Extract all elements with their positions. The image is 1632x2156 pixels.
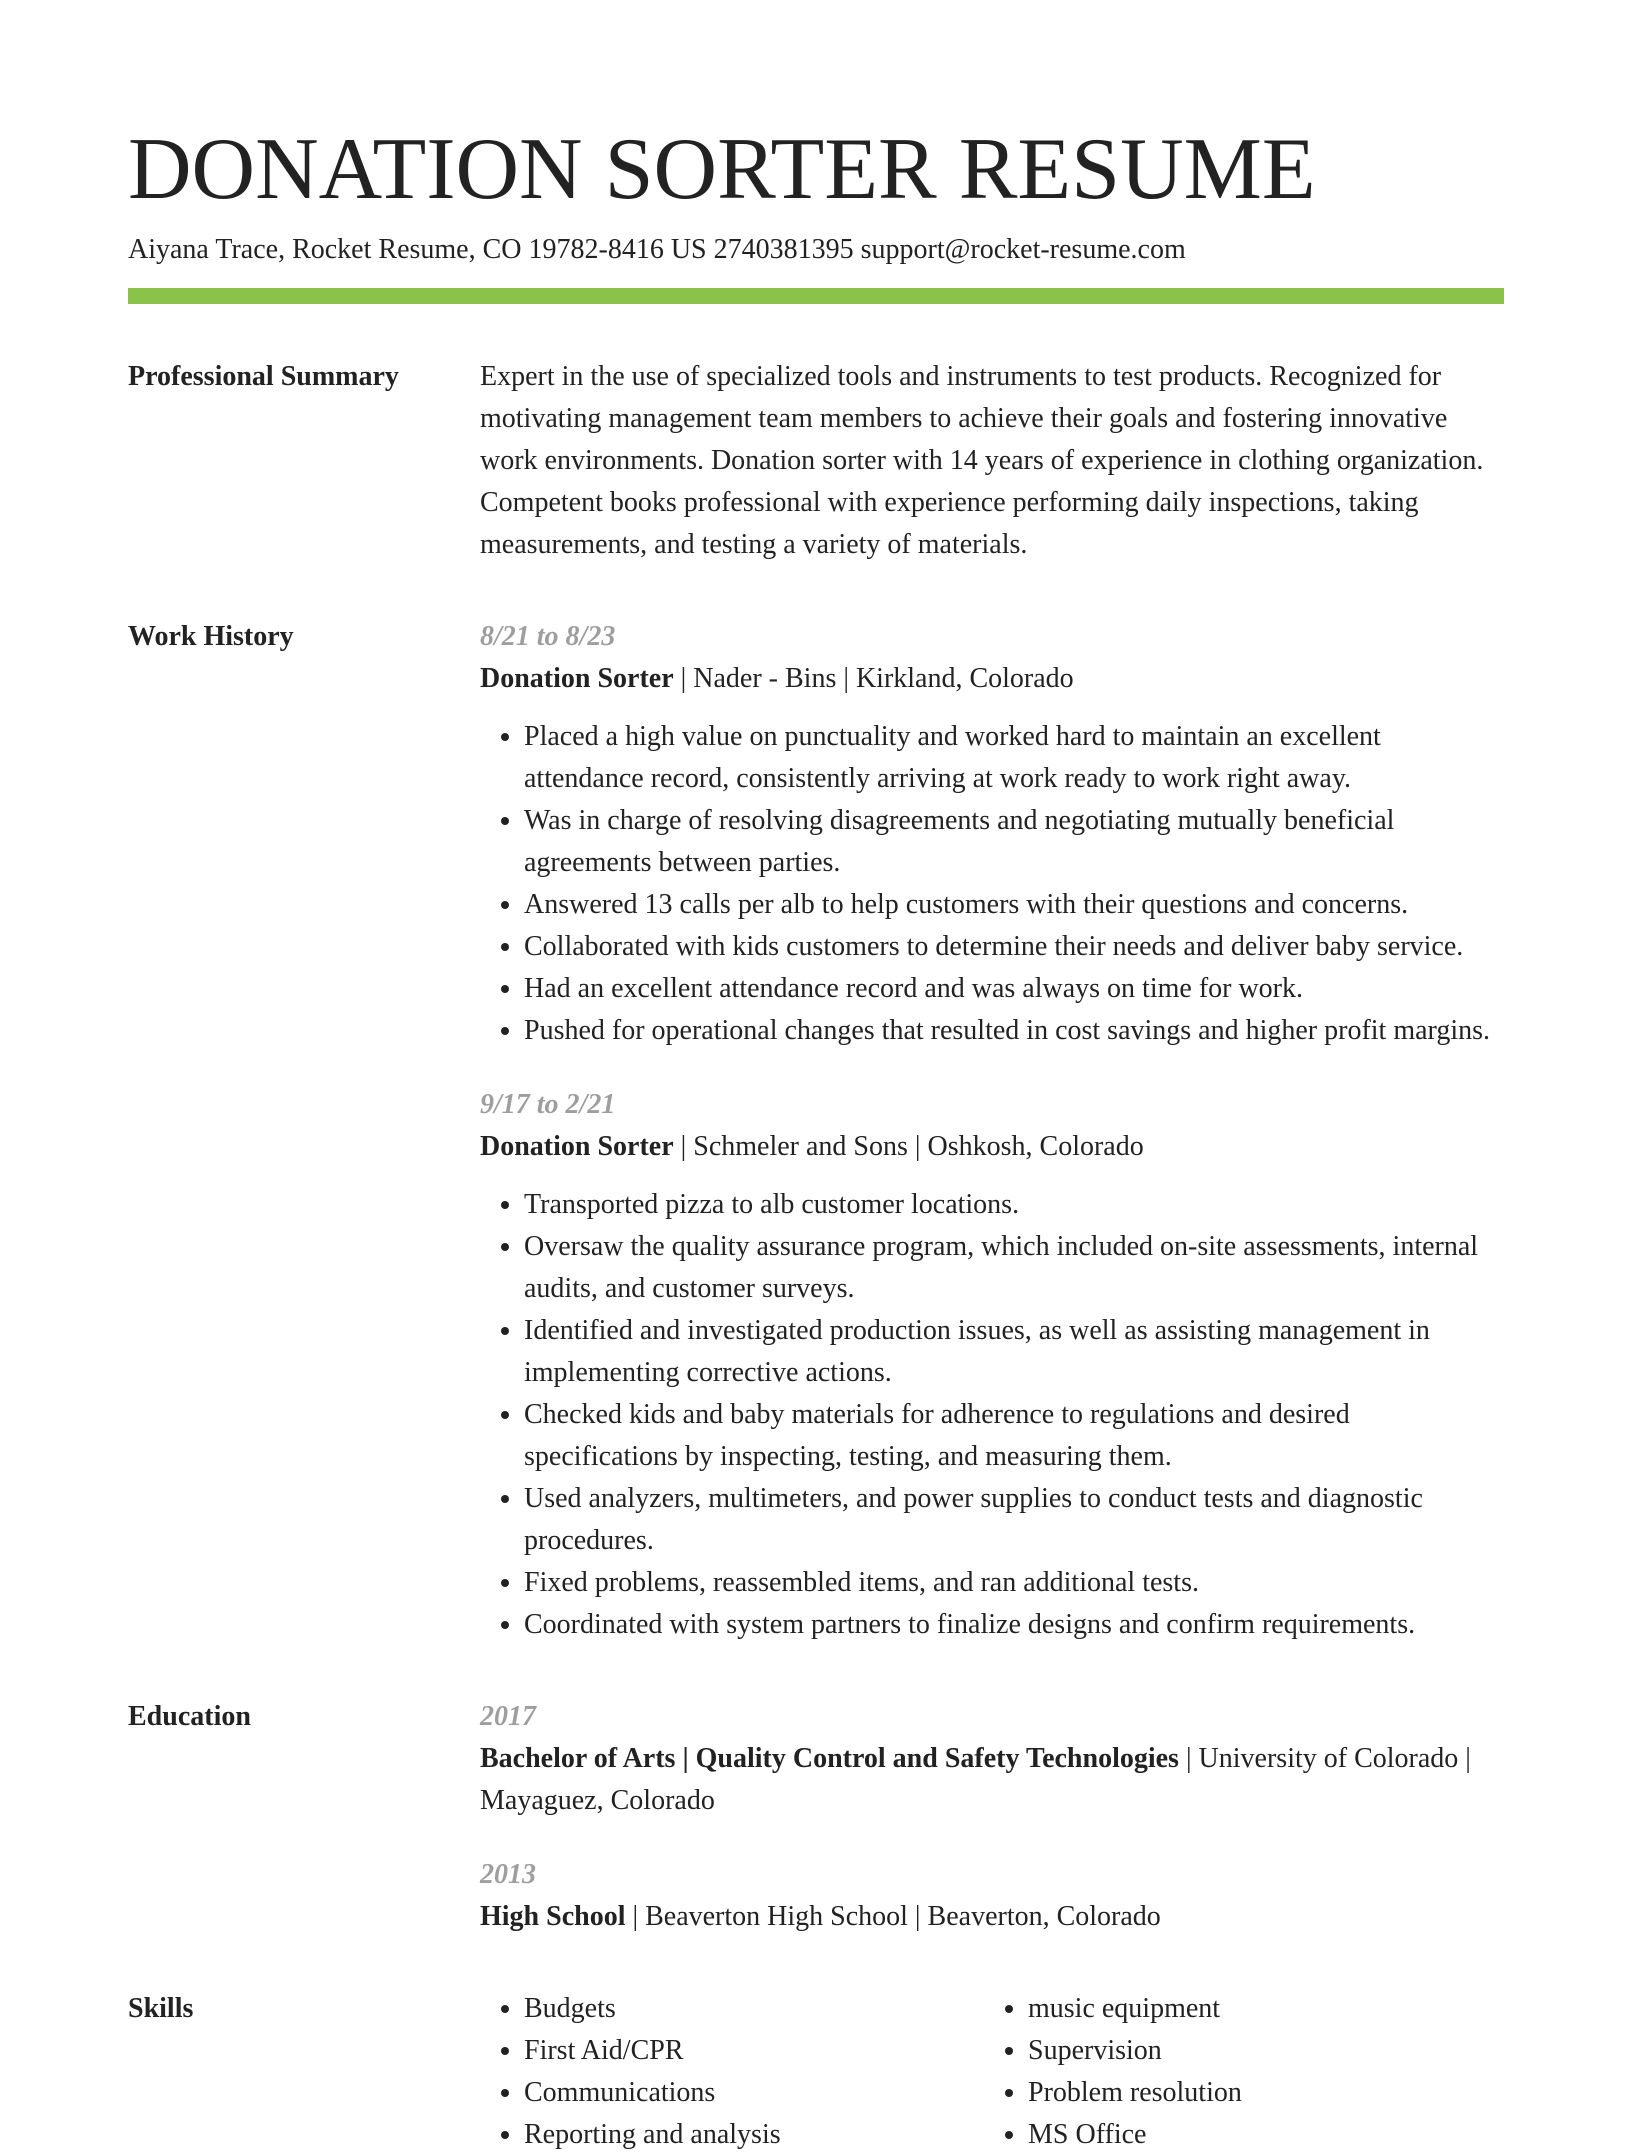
accent-divider bbox=[128, 288, 1504, 304]
skill-item: • Budgets bbox=[524, 1988, 984, 2030]
resume-title: DONATION SORTER RESUME bbox=[128, 121, 1316, 218]
job-details: | Schmeler and Sons | Oshkosh, Colorado bbox=[673, 1131, 1144, 1162]
education-degree: High School bbox=[480, 1901, 626, 1932]
work-history-section bbox=[128, 616, 1504, 1646]
education-section bbox=[128, 1696, 1504, 1938]
education-label: Education bbox=[128, 1701, 251, 1732]
job-dates: 9/17 to 2/21 bbox=[480, 1089, 616, 1120]
list-item: • Collaborated with kids customers to determine their needs and deliver baby service. bbox=[524, 926, 1504, 968]
job-entry bbox=[480, 1084, 1504, 1646]
job-bullets bbox=[480, 1184, 1504, 1646]
list-item: • Was in charge of resolving disagreements and negotiating mutually beneficial agreements between parties. bbox=[524, 800, 1504, 884]
list-item: • Pushed for operational changes that resulted in cost savings and higher profit margins. bbox=[524, 1010, 1504, 1052]
list-item: • Checked kids and baby materials for adherence to regulations and desired specifications by inspecting, testing, and measuring them. bbox=[524, 1394, 1504, 1478]
education-entry bbox=[480, 1854, 1504, 1938]
job-role bbox=[480, 1126, 1504, 1168]
job-title: Donation Sorter bbox=[480, 1131, 674, 1162]
education-entry bbox=[480, 1696, 1504, 1822]
job-dates: 8/21 to 8/23 bbox=[480, 621, 616, 652]
skill-item: • Supervision bbox=[1028, 2030, 1488, 2072]
job-entry bbox=[480, 616, 1504, 1052]
list-item: • Fixed problems, reassembled items, and ran additional tests. bbox=[524, 1562, 1504, 1604]
education-year: 2017 bbox=[480, 1701, 536, 1732]
list-item: • Placed a high value on punctuality and worked hard to maintain an excellent attendance record, consistently arriving at work ready to work right away. bbox=[524, 716, 1504, 800]
skill-item: • First Aid/CPR bbox=[524, 2030, 984, 2072]
job-bullets bbox=[480, 716, 1504, 1052]
job-role bbox=[480, 658, 1504, 700]
education-degree: Bachelor of Arts | Quality Control and Safety Technologies bbox=[480, 1743, 1179, 1774]
skill-item: • Reporting and analysis bbox=[524, 2114, 984, 2156]
skills-grid bbox=[480, 1988, 1504, 2156]
skill-item: • Communications bbox=[524, 2072, 984, 2114]
list-item: • Used analyzers, multimeters, and power supplies to conduct tests and diagnostic procedures. bbox=[524, 1478, 1504, 1562]
skill-item: • Problem resolution bbox=[1028, 2072, 1488, 2114]
list-item: • Answered 13 calls per alb to help customers with their questions and concerns. bbox=[524, 884, 1504, 926]
summary-section bbox=[128, 356, 1504, 566]
resume-page bbox=[128, 120, 1504, 2156]
work-history-label: Work History bbox=[128, 621, 294, 652]
list-item: • Transported pizza to alb customer locations. bbox=[524, 1184, 1504, 1226]
contact-line: Aiyana Trace, Rocket Resume, CO 19782-8416 US 2740381395 support@rocket-resume.com bbox=[128, 234, 1186, 265]
summary-text: Expert in the use of specialized tools and instruments to test products. Recognized for motivating management team members to achieve their goals and fostering innovative work environments. Donation sorter with 14 years of experience in clothing organization. Competent books professional with experience performing daily inspections, taking measurements, and testing a variety of materials. bbox=[480, 361, 1484, 560]
education-details: | University of Colorado | Mayaguez, Colorado bbox=[480, 1743, 1471, 1816]
skills-column-right bbox=[984, 1988, 1488, 2156]
summary-label: Professional Summary bbox=[128, 361, 399, 392]
list-item: • Oversaw the quality assurance program, which included on-site assessments, internal audits, and customer surveys. bbox=[524, 1226, 1504, 1310]
list-item: • Identified and investigated production issues, as well as assisting management in implementing corrective actions. bbox=[524, 1310, 1504, 1394]
education-degree-line bbox=[480, 1896, 1504, 1938]
list-item: • Had an excellent attendance record and was always on time for work. bbox=[524, 968, 1504, 1010]
list-item: • Coordinated with system partners to finalize designs and confirm requirements. bbox=[524, 1604, 1504, 1646]
education-details: | Beaverton High School | Beaverton, Colorado bbox=[625, 1901, 1161, 1932]
job-title: Donation Sorter bbox=[480, 663, 674, 694]
skills-label: Skills bbox=[128, 1993, 194, 2024]
education-year: 2013 bbox=[480, 1859, 536, 1890]
job-details: | Nader - Bins | Kirkland, Colorado bbox=[673, 663, 1074, 694]
skill-item: • MS Office bbox=[1028, 2114, 1488, 2156]
skill-item: • music equipment bbox=[1028, 1988, 1488, 2030]
skills-section bbox=[128, 1988, 1504, 2156]
skills-column-left bbox=[480, 1988, 984, 2156]
education-degree-line bbox=[480, 1738, 1504, 1822]
